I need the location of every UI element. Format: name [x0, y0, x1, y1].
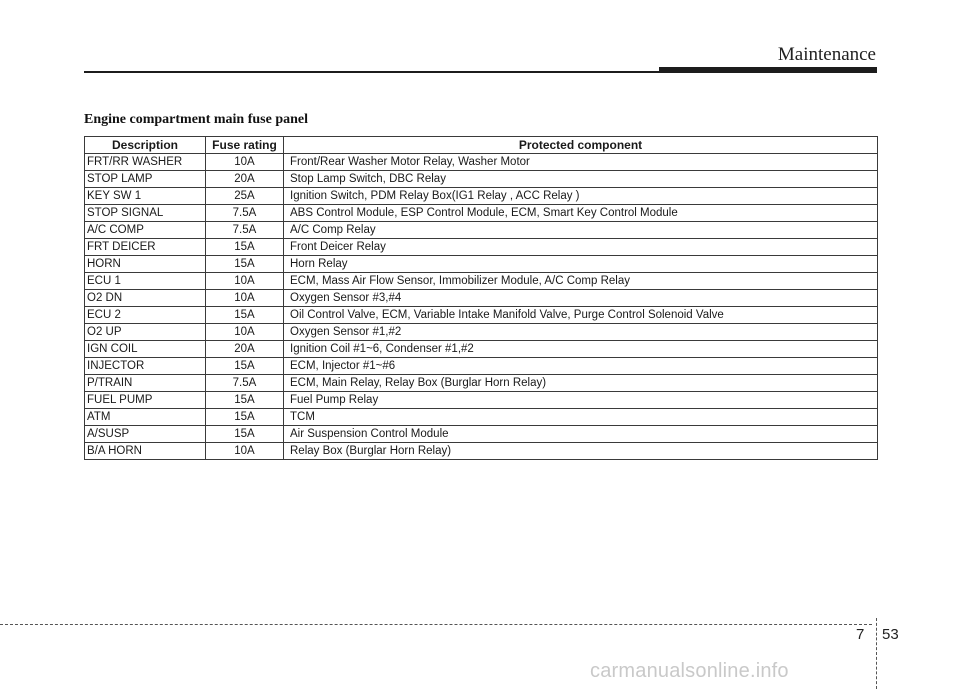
fuse-rating: 7.5A: [206, 222, 284, 239]
fuse-rating: 15A: [206, 426, 284, 443]
fuse-rating: 10A: [206, 290, 284, 307]
fuse-description: FUEL PUMP: [85, 392, 206, 409]
table-row: [85, 375, 878, 392]
column-header-protected-component: Protected component: [284, 137, 878, 154]
table-header-row: [85, 137, 878, 154]
protected-component: Relay Box (Burglar Horn Relay): [284, 443, 878, 460]
fuse-description: HORN: [85, 256, 206, 273]
protected-component: ECM, Mass Air Flow Sensor, Immobilizer Module, A/C Comp Relay: [284, 273, 878, 290]
protected-component: Ignition Switch, PDM Relay Box(IG1 Relay , ACC Relay ): [284, 188, 878, 205]
watermark: carmanualsonline.info: [590, 660, 789, 682]
table-row: [85, 341, 878, 358]
fuse-rating: 10A: [206, 273, 284, 290]
protected-component: Oxygen Sensor #1,#2: [284, 324, 878, 341]
fuse-description: STOP SIGNAL: [85, 205, 206, 222]
fuse-description: B/A HORN: [85, 443, 206, 460]
fuse-description: ATM: [85, 409, 206, 426]
fuse-table-body: [85, 154, 878, 460]
table-row: [85, 239, 878, 256]
fuse-description: O2 UP: [85, 324, 206, 341]
fuse-rating: 25A: [206, 188, 284, 205]
protected-component: ECM, Injector #1~#6: [284, 358, 878, 375]
fuse-rating: 10A: [206, 324, 284, 341]
fuse-description: STOP LAMP: [85, 171, 206, 188]
section-title: Engine compartment main fuse panel: [84, 112, 308, 127]
fuse-description: ECU 1: [85, 273, 206, 290]
table-row: [85, 222, 878, 239]
protected-component: Fuel Pump Relay: [284, 392, 878, 409]
protected-component: ECM, Main Relay, Relay Box (Burglar Horn Relay): [284, 375, 878, 392]
fuse-rating: 10A: [206, 154, 284, 171]
fuse-rating: 7.5A: [206, 375, 284, 392]
table-row: [85, 205, 878, 222]
footer-dashed-rule: [0, 624, 872, 625]
fuse-description: IGN COIL: [85, 341, 206, 358]
fuse-description: A/SUSP: [85, 426, 206, 443]
table-row: [85, 443, 878, 460]
table-row: [85, 188, 878, 205]
column-header-description: Description: [85, 137, 206, 154]
protected-component: Ignition Coil #1~6, Condenser #1,#2: [284, 341, 878, 358]
fuse-rating: 15A: [206, 256, 284, 273]
protected-component: Oxygen Sensor #3,#4: [284, 290, 878, 307]
fuse-rating: 15A: [206, 307, 284, 324]
table-row: [85, 392, 878, 409]
fuse-description: FRT DEICER: [85, 239, 206, 256]
protected-component: ABS Control Module, ESP Control Module, ECM, Smart Key Control Module: [284, 205, 878, 222]
table-row: [85, 358, 878, 375]
chapter-number: 7: [856, 626, 865, 643]
fuse-rating: 20A: [206, 341, 284, 358]
fuse-rating: 15A: [206, 239, 284, 256]
fuse-rating: 15A: [206, 409, 284, 426]
fuse-rating: 7.5A: [206, 205, 284, 222]
protected-component: Stop Lamp Switch, DBC Relay: [284, 171, 878, 188]
table-row: [85, 256, 878, 273]
table-row: [85, 290, 878, 307]
page-header-title: Maintenance: [777, 44, 876, 65]
table-row: [85, 154, 878, 171]
table-row: [85, 171, 878, 188]
fuse-table: [84, 136, 878, 460]
fuse-description: A/C COMP: [85, 222, 206, 239]
fuse-description: FRT/RR WASHER: [85, 154, 206, 171]
footer-vertical-rule: [876, 618, 877, 689]
page-number: 53: [882, 626, 899, 643]
protected-component: Front/Rear Washer Motor Relay, Washer Motor: [284, 154, 878, 171]
header-rule-thick: [659, 67, 877, 73]
table-row: [85, 409, 878, 426]
protected-component: TCM: [284, 409, 878, 426]
table-row: [85, 307, 878, 324]
protected-component: Front Deicer Relay: [284, 239, 878, 256]
table-row: [85, 426, 878, 443]
protected-component: Horn Relay: [284, 256, 878, 273]
fuse-rating: 15A: [206, 358, 284, 375]
column-header-fuse-rating: Fuse rating: [206, 137, 284, 154]
fuse-rating: 15A: [206, 392, 284, 409]
fuse-description: O2 DN: [85, 290, 206, 307]
fuse-rating: 10A: [206, 443, 284, 460]
fuse-description: INJECTOR: [85, 358, 206, 375]
protected-component: A/C Comp Relay: [284, 222, 878, 239]
fuse-description: P/TRAIN: [85, 375, 206, 392]
header-rule-thin: [84, 71, 660, 73]
fuse-rating: 20A: [206, 171, 284, 188]
fuse-description: ECU 2: [85, 307, 206, 324]
protected-component: Air Suspension Control Module: [284, 426, 878, 443]
table-row: [85, 324, 878, 341]
table-row: [85, 273, 878, 290]
fuse-description: KEY SW 1: [85, 188, 206, 205]
protected-component: Oil Control Valve, ECM, Variable Intake Manifold Valve, Purge Control Solenoid Valve: [284, 307, 878, 324]
